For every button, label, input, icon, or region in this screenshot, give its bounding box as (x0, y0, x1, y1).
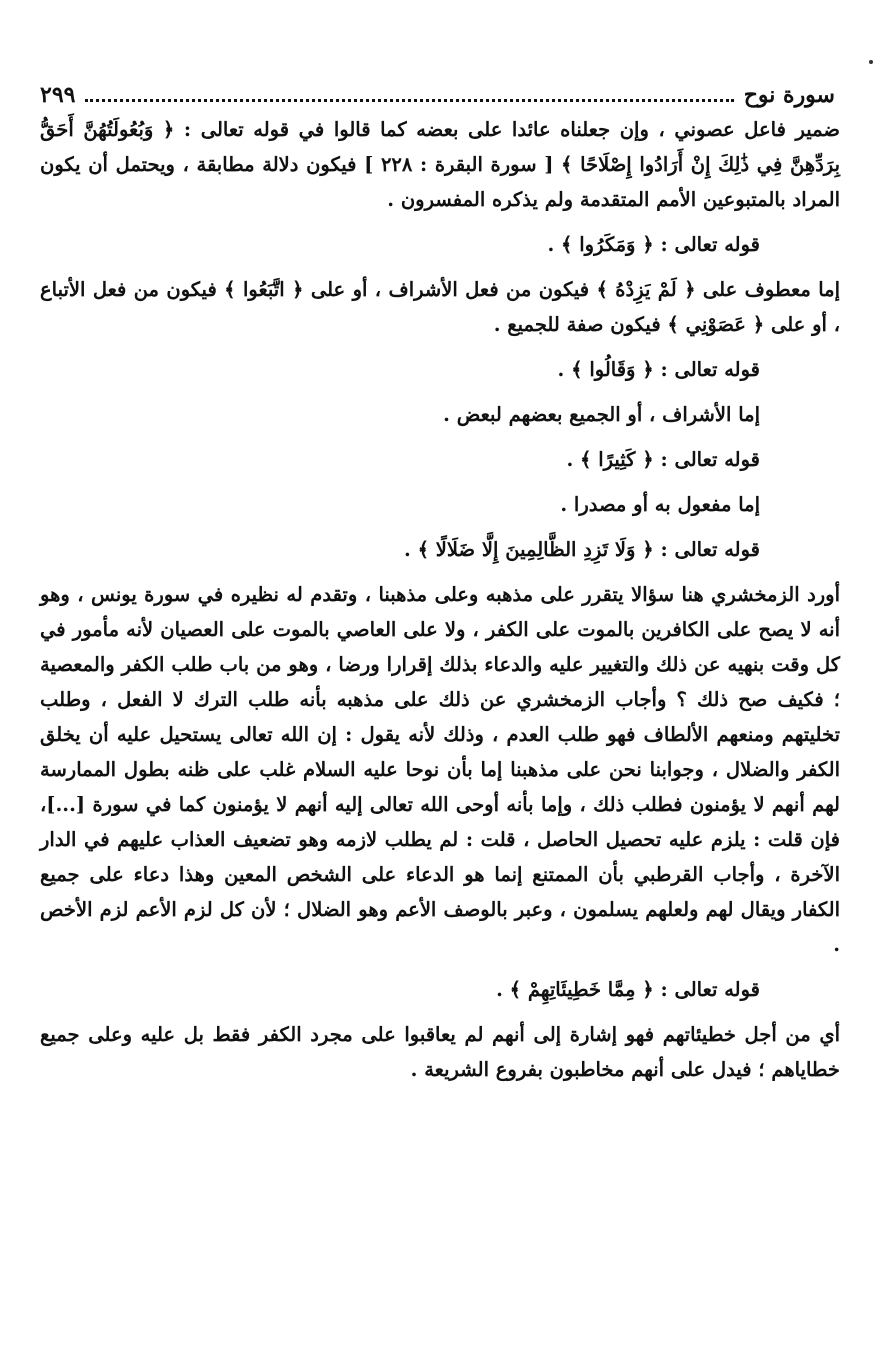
page-header (40, 74, 835, 108)
page-number: ٢٩٩ (40, 82, 76, 108)
paragraph-6: قوله تعالى : ﴿ كَثِيرًا ﴾ . (566, 448, 760, 471)
paragraph-1: ضمير فاعل عصوني ، وإن جعلناه عائدا على بعضه كما قالوا في قوله تعالى : ﴿ وَبُعُولَتُهُنَّ أَحَقُّ بِرَدِّهِنَّ فِي ذَٰلِكَ إِنْ أَرَادُوا إِصْلَاحًا ﴾ [ سورة البقرة : ٢٢٨ ] فيكون دلالة مطابقة ، ويحتمل أن يكون المراد بالمتبوعين الأمم المتقدمة ولم يذكره المفسرون . (40, 118, 840, 211)
margin-mark (869, 60, 873, 64)
paragraph-2: قوله تعالى : ﴿ وَمَكَرُوا ﴾ . (547, 233, 760, 256)
surah-title: سورة نوح (743, 82, 835, 108)
paragraph-11: أي من أجل خطيئاتهم فهو إشارة إلى أنهم لم يعاقبوا على مجرد الكفر فقط بل عليه وعلى جميع خطاياهم ؛ فيدل على أنهم مخاطبون بفروع الشريعة . (40, 1023, 840, 1081)
paragraph-5: إما الأشراف ، أو الجميع بعضهم لبعض . (443, 403, 760, 426)
paragraph-7: إما مفعول به أو مصدرا . (560, 493, 760, 516)
header-dotted-leader (85, 99, 733, 102)
paragraph-3: إما معطوف على ﴿ لَمْ يَزِدْهُ ﴾ فيكون من فعل الأشراف ، أو على ﴿ اتَّبَعُوا ﴾ فيكون من فعل الأتباع ، أو على ﴿ عَصَوْنِي ﴾ فيكون صفة للجميع . (40, 278, 840, 336)
paragraph-9: أورد الزمخشري هنا سؤالا يتقرر على مذهبه وعلى مذهبنا ، وتقدم له نظيره في سورة يونس ، وهو أنه لا يصح على الكافرين بالموت على الكفر ، ولا على العاصي بالموت على العصيان لأنه مأمور في كل وقت بنهيه عن ذلك والتغيير عليه والدعاء بذلك إقرارا ورضا ، وهو من باب طلب الكفر والمعصية ؛ فكيف صح ذلك ؟ وأجاب الزمخشري عن ذلك على مذهبه بأنه طلب الترك لا الفعل ، وطلب تخليتهم ومنعهم الألطاف فهو طلب العدم ، وذلك لأنه يقول : إن الله تعالى يستحيل عليه أن يخلق الكفر والضلال ، وجوابنا نحن على مذهبنا إما بأن نوحا عليه السلام غلب على ظنه بطول الممارسة لهم أنهم لا يؤمنون فطلب ذلك ، وإما بأنه أوحى الله تعالى إليه أنهم لا يؤمنون كما في سورة [...]، فإن قلت : يلزم عليه تحصيل الحاصل ، قلت : لم يطلب لازمه وهو تضعيف العذاب عليهم في الدار الآخرة ، وأجاب القرطبي بأن الممتنع إنما هو الدعاء على الشخص المعين وهذا دعاء على جميع الكفار ويقال لهم ولعلهم يسلمون ، وعبر بالوصف الأعم وهو الضلال ؛ لأن كل لزم الأعم لزم الأخص . (40, 583, 840, 956)
paragraph-8: قوله تعالى : ﴿ وَلَا تَزِدِ الظَّالِمِينَ إِلَّا ضَلَالًا ﴾ . (404, 538, 760, 561)
page-body (40, 112, 840, 1087)
paragraph-10: قوله تعالى : ﴿ مِمَّا خَطِيئَاتِهِمْ ﴾ . (496, 978, 760, 1001)
paragraph-4: قوله تعالى : ﴿ وَقَالُوا ﴾ . (557, 358, 760, 381)
